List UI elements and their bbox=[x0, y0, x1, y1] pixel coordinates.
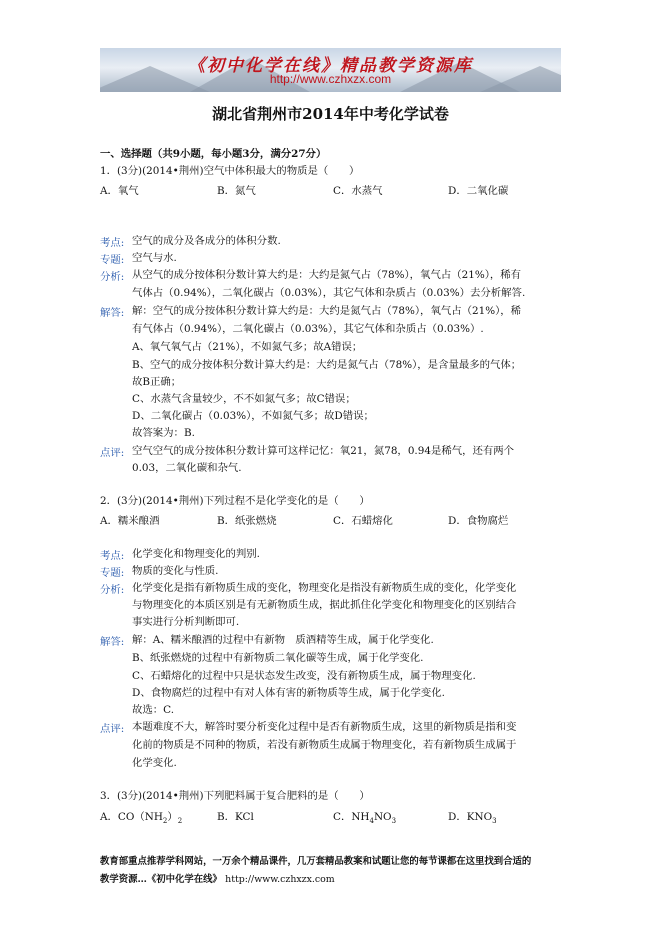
comment-line: 化学变化. bbox=[132, 757, 177, 769]
header-banner bbox=[100, 48, 561, 92]
solution-line: 故B正确； bbox=[132, 376, 182, 388]
label-kaodian: 考点: bbox=[100, 237, 125, 249]
answer-zhuanti: 物质的变化与性质. bbox=[132, 565, 219, 577]
solution-line: 有气体占（0.94%），二氧化碳占（0.03%），其它气体和杂质占（0.03%）. bbox=[132, 323, 484, 335]
footer-text: 教学资源…《初中化学在线》 bbox=[100, 874, 222, 885]
page-title: 湖北省荆州市2014年中考化学试卷 bbox=[212, 105, 449, 123]
solution-line: B、纸张燃烧的过程中有新物质二氧化碳等生成，属于化学变化. bbox=[132, 652, 424, 664]
option-d: D．二氧化碳 bbox=[448, 185, 509, 197]
footer-line: 教育部重点推荐学科网站，一万余个精品课件，几万套精品教案和试题让您的每节课都在这里找到合适的 bbox=[100, 856, 532, 867]
formula-subscript: 3 bbox=[391, 817, 397, 826]
question-stem: 1．(3分)(2014•荆州)空气中体积最大的物质是（ ） bbox=[100, 165, 360, 177]
answer-zhuanti: 空气与水. bbox=[132, 252, 177, 264]
comment-line: 化前的物质是不同种的物质，若没有新物质生成属于物理变化，若有新物质生成属于 bbox=[132, 739, 517, 751]
formula-subscript: 2 bbox=[162, 817, 168, 826]
analysis-line: 气体占（0.94%），二氧化碳占（0.03%），其它气体和杂质占（0.03%）去分析解答. bbox=[132, 287, 526, 299]
analysis-line: 事实进行分析判断即可. bbox=[132, 616, 240, 628]
option-c: C．石蜡熔化 bbox=[333, 515, 393, 527]
formula-text: D．KNO bbox=[448, 811, 493, 823]
question-stem: 3．(3分)(2014•荆州)下列肥料属于复合肥料的是（ ） bbox=[100, 790, 370, 802]
formula-text: C．NH bbox=[333, 811, 370, 823]
solution-line: D、二氧化碳占（0.03%），不如氮气多；故D错误； bbox=[132, 410, 374, 422]
analysis-line: 从空气的成分按体积分数计算大约是：大约是氮气占（78%），氧气占（21%），稀有 bbox=[132, 269, 522, 281]
comment-line: 0.03，二氧化碳和杂气. bbox=[132, 462, 242, 474]
label-kaodian: 考点: bbox=[100, 550, 125, 562]
solution-line: A、氧气氧气占（21%），不如氮气多；故A错误； bbox=[132, 341, 363, 353]
solution-line: C、水蒸气含量较少，不不如氮气多；故C错误； bbox=[132, 393, 356, 405]
analysis-line: 与物理变化的本质区别是有无新物质生成，据此抓住化学变化和物理变化的区别结合 bbox=[132, 599, 517, 611]
solution-line: 解：空气的成分按体积分数计算大约是：大约是氮气占（78%），氧气占（21%），稀 bbox=[132, 305, 522, 317]
option-c: C．水蒸气 bbox=[333, 185, 383, 197]
option-b: B．氮气 bbox=[217, 185, 256, 197]
label-fenxi: 分析: bbox=[100, 271, 125, 283]
solution-line: B、空气的成分按体积分数计算大约是：大约是氮气占（78%），是含量最多的气体； bbox=[132, 359, 522, 371]
option-d: D．食物腐烂 bbox=[448, 515, 509, 527]
answer-kaodian: 空气的成分及各成分的体积分数. bbox=[132, 235, 281, 247]
label-zhuanti: 专题: bbox=[100, 254, 125, 266]
label-zhuanti: 专题: bbox=[100, 567, 125, 579]
formula-subscript: 3 bbox=[492, 817, 497, 826]
option-d bbox=[448, 808, 497, 825]
formula-subscript: 4 bbox=[369, 817, 374, 826]
formula-subscript: 2 bbox=[177, 817, 183, 826]
option-a: A．糯米酿酒 bbox=[100, 515, 160, 527]
footer-link[interactable]: http://www.czhxzx.com bbox=[225, 874, 335, 885]
solution-line: 故答案为：B. bbox=[132, 427, 195, 439]
label-dianping: 点评: bbox=[100, 447, 125, 459]
answer-kaodian: 化学变化和物理变化的判别. bbox=[132, 548, 260, 560]
option-a bbox=[100, 808, 182, 825]
solution-line: 解：A、糯米酿酒的过程中有新物 质酒精等生成，属于化学变化. bbox=[132, 634, 434, 646]
label-jieda: 解答: bbox=[100, 636, 125, 648]
label-jieda: 解答: bbox=[100, 307, 125, 319]
formula-text: ） bbox=[167, 811, 178, 823]
solution-line: C、石蜡熔化的过程中只是状态发生改变，没有新物质生成，属于物理变化. bbox=[132, 670, 476, 682]
label-fenxi: 分析: bbox=[100, 584, 125, 596]
label-dianping: 点评: bbox=[100, 723, 125, 735]
comment-line: 本题难度不大，解答时要分析变化过程中是否有新物质生成，这里的新物质是指和变 bbox=[132, 721, 517, 733]
formula-text: A．CO（NH bbox=[100, 811, 163, 823]
footer-line bbox=[100, 871, 335, 885]
analysis-line: 化学变化是指有新物质生成的变化，物理变化是指没有新物质生成的变化，化学变化 bbox=[132, 582, 517, 594]
banner-title: 《初中化学在线》精品教学资源库 bbox=[188, 56, 473, 76]
question-stem: 2．(3分)(2014•荆州)下列过程不是化学变化的是（ ） bbox=[100, 495, 370, 507]
option-b: B．KCl bbox=[217, 811, 254, 823]
solution-line: 故选：C. bbox=[132, 704, 175, 716]
section-heading: 一、选择题（共9小题，每小题3分，满分27分） bbox=[100, 148, 327, 160]
formula-text: NO bbox=[373, 811, 392, 823]
banner-url[interactable]: http://www.czhxzx.com bbox=[269, 72, 392, 86]
solution-line: D、食物腐烂的过程中有对人体有害的新物质等生成，属于化学变化. bbox=[132, 687, 445, 699]
option-b: B．纸张燃烧 bbox=[217, 515, 277, 527]
option-a: A．氧气 bbox=[100, 185, 139, 197]
option-c bbox=[333, 808, 396, 825]
comment-line: 空气空气的成分按体积分数计算可这样记忆：氧21，氮78，0.94是稀气，还有两个 bbox=[132, 445, 515, 457]
